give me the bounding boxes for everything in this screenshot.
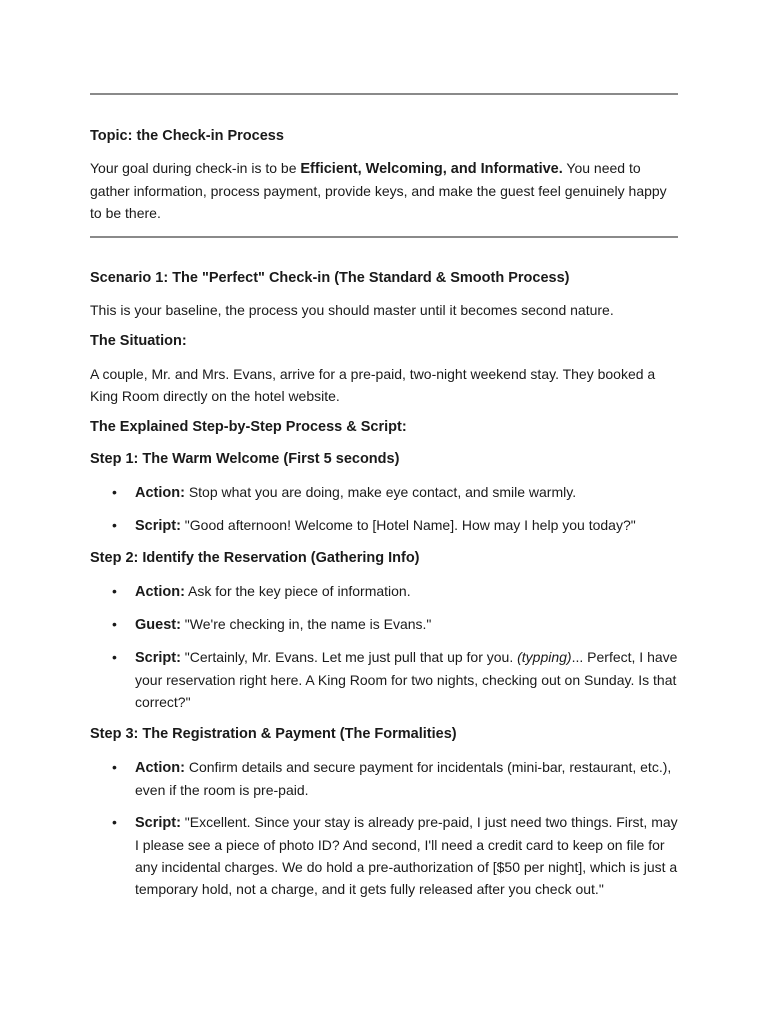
list-item: • Script: "Good afternoon! Welcome to [Hotel Name]. How may I help you today?" <box>90 514 678 537</box>
intro-bold-text: Efficient, Welcoming, and Informative. <box>300 161 563 177</box>
list-item: • Action: Stop what you are doing, make eye contact, and smile warmly. <box>90 481 678 504</box>
bullet-icon: • <box>112 517 117 533</box>
divider-top <box>90 93 678 95</box>
step3-heading: Step 3: The Registration & Payment (The Formalities) <box>90 726 457 742</box>
situation-heading: The Situation: <box>90 333 187 349</box>
step1-list <box>90 481 678 537</box>
list-item: • Guest: "We're checking in, the name is Evans." <box>90 613 678 636</box>
intro-text-end: You need to gather information, process payment, provide keys, and make the guest feel genuinely happy to be there. <box>90 160 667 221</box>
situation-text: A couple, Mr. and Mrs. Evans, arrive for a pre-paid, two-night weekend stay. They booked a King Room directly on the hotel website. <box>90 366 656 404</box>
list-item: • Action: Confirm details and secure payment for incidentals (mini-bar, restaurant, etc.), even if the room is pre-paid. <box>90 756 678 801</box>
intro-text-start: Your goal during check-in is to be <box>90 160 301 176</box>
list-item: • Action: Ask for the key piece of information. <box>90 580 678 603</box>
step2-list <box>90 580 678 713</box>
bullet-icon: • <box>112 649 117 665</box>
document-content <box>90 93 678 900</box>
process-heading: The Explained Step-by-Step Process & Script: <box>90 419 407 435</box>
scenario-heading: Scenario 1: The "Perfect" Check-in (The Standard & Smooth Process) <box>90 270 570 286</box>
bullet-icon: • <box>112 616 117 632</box>
bullet-icon: • <box>112 583 117 599</box>
topic-heading: Topic: the Check-in Process <box>90 128 284 144</box>
intro-paragraph <box>90 157 678 224</box>
bullet-icon: • <box>112 759 117 775</box>
bullet-icon: • <box>112 484 117 500</box>
scenario-intro: This is your baseline, the process you should master until it becomes second nature. <box>90 302 614 318</box>
step3-list <box>90 756 678 900</box>
divider-middle <box>90 236 678 238</box>
step1-heading: Step 1: The Warm Welcome (First 5 seconds) <box>90 451 400 467</box>
list-item: • Script: "Certainly, Mr. Evans. Let me just pull that up for you. (typping)... Perfect, I have your reservation right here. A King Room for two nights, checking out on Sunday. Is that correct?" <box>90 646 678 713</box>
list-item: • Script: "Excellent. Since your stay is already pre-paid, I just need two things. First, may I please see a piece of photo ID? And second, I'll need a credit card to keep on file for any incidental charges. We do hold a pre-authorization of [$50 per night], which is just a temporary hold, not a charge, and it gets fully released after you check out." <box>90 811 678 900</box>
step2-heading: Step 2: Identify the Reservation (Gathering Info) <box>90 550 420 566</box>
bullet-icon: • <box>112 814 117 830</box>
